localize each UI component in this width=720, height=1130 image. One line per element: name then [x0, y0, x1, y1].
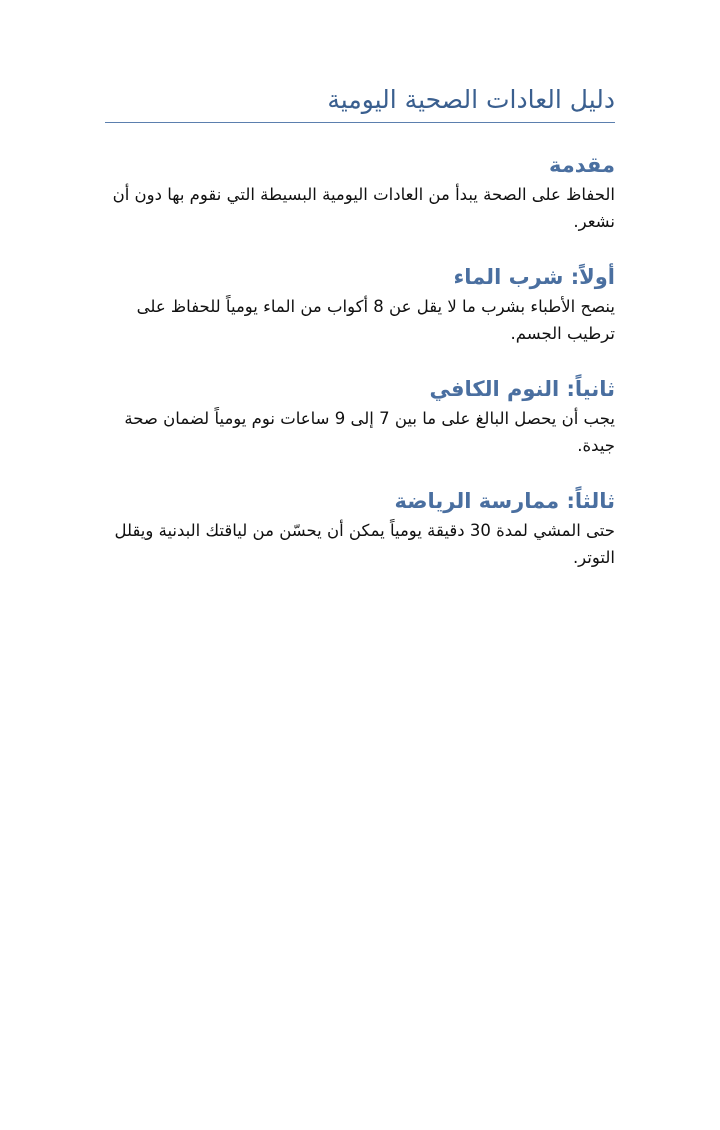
section-introduction — [105, 151, 615, 235]
section-paragraph: حتى المشي لمدة 30 دقيقة يومياً يمكن أن يحسّن من لياقتك البدنية ويقلل التوتر. — [114, 521, 615, 567]
section-exercise — [105, 487, 615, 571]
section-paragraph: يجب أن يحصل البالغ على ما بين 7 إلى 9 ساعات نوم يومياً لضمان صحة جيدة. — [124, 409, 615, 455]
section-heading: أولاً: شرب الماء — [453, 265, 615, 289]
section-sleep — [105, 375, 615, 459]
document-title: دليل العادات الصحية اليومية — [105, 82, 615, 123]
section-heading: مقدمة — [549, 153, 615, 177]
document-page — [105, 82, 615, 571]
section-paragraph: الحفاظ على الصحة يبدأ من العادات اليومية البسيطة التي نقوم بها دون أن نشعر. — [112, 185, 615, 231]
section-heading: ثانياً: النوم الكافي — [429, 377, 615, 401]
section-paragraph: ينصح الأطباء بشرب ما لا يقل عن 8 أكواب من الماء يومياً للحفاظ على ترطيب الجسم. — [136, 297, 615, 343]
section-heading: ثالثاً: ممارسة الرياضة — [394, 489, 615, 513]
section-drinking-water — [105, 263, 615, 347]
